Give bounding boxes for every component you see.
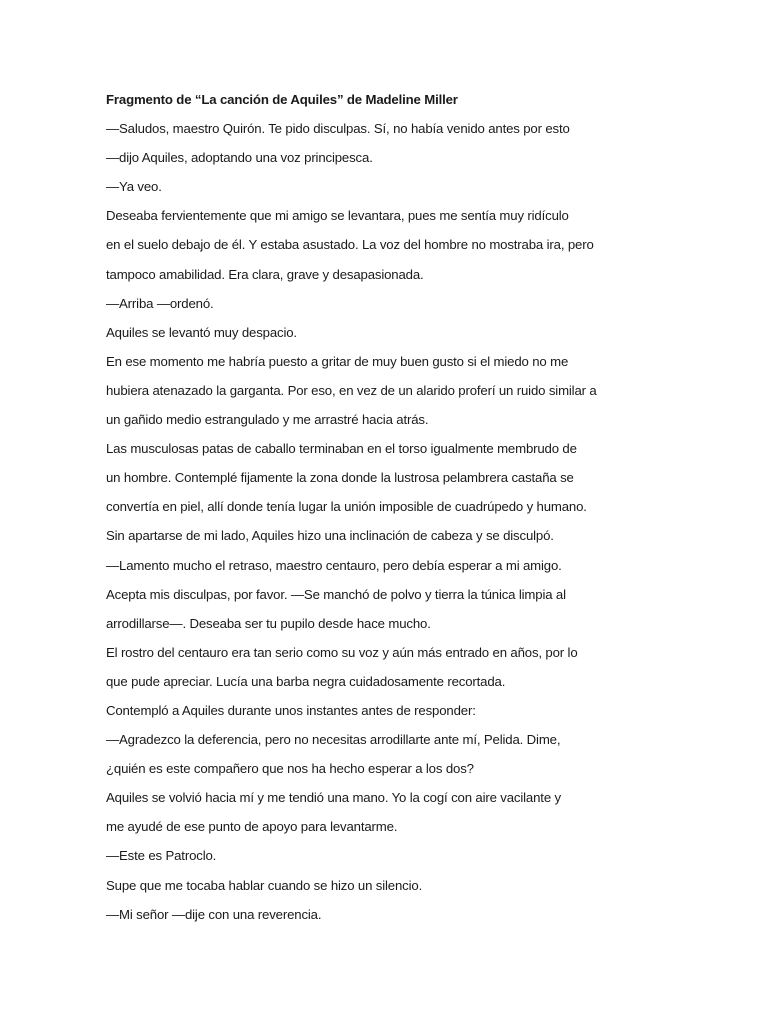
text-line: arrodillarse—. Deseaba ser tu pupilo desde hace mucho. [106,615,431,631]
text-line: un gañido medio estrangulado y me arrastré hacia atrás. [106,412,429,428]
text-line: —Agradezco la deferencia, pero no necesitas arrodillarte ante mí, Pelida. Dime, [106,732,561,748]
document-body [106,90,726,934]
text-line: ¿quién es este compañero que nos ha hecho esperar a los dos? [106,761,474,777]
text-line: Aquiles se levantó muy despacio. [106,324,297,340]
text-line: Supe que me tocaba hablar cuando se hizo un silencio. [106,877,423,893]
text-line: —Mi señor —dije con una reverencia. [106,906,322,922]
text-line: Aquiles se volvió hacia mí y me tendió una mano. Yo la cogí con aire vacilante y [106,790,561,806]
text-line: tampoco amabilidad. Era clara, grave y desapasionada. [106,266,424,282]
text-line: —Este es Patroclo. [106,848,217,864]
text-line: En ese momento me habría puesto a gritar de muy buen gusto si el miedo no me [106,353,569,369]
text-line: me ayudé de ese punto de apoyo para levantarme. [106,819,398,835]
text-line: —dijo Aquiles, adoptando una voz principesca. [106,150,373,166]
text-line: hubiera atenazado la garganta. Por eso, en vez de un alarido proferí un ruido similar a [106,382,597,398]
text-line: Contempló a Aquiles durante unos instantes antes de responder: [106,702,476,718]
text-line: en el suelo debajo de él. Y estaba asustado. La voz del hombre no mostraba ira, pero [106,237,594,253]
document-title: Fragmento de “La canción de Aquiles” de Madeline Miller [106,92,458,107]
text-line: un hombre. Contemplé fijamente la zona donde la lustrosa pelambrera castaña se [106,470,574,486]
text-line: Sin apartarse de mi lado, Aquiles hizo una inclinación de cabeza y se disculpó. [106,528,554,544]
text-line: —Lamento mucho el retraso, maestro centauro, pero debía esperar a mi amigo. [106,557,562,573]
text-line: —Ya veo. [106,179,162,195]
text-line: que pude apreciar. Lucía una barba negra cuidadosamente recortada. [106,673,506,689]
text-line: Deseaba fervientemente que mi amigo se levantara, pues me sentía muy ridículo [106,208,569,224]
text-line: Las musculosas patas de caballo terminaban en el torso igualmente membrudo de [106,441,577,457]
text-line: El rostro del centauro era tan serio como su voz y aún más entrado en años, por lo [106,644,578,660]
text-line: —Saludos, maestro Quirón. Te pido disculpas. Sí, no había venido antes por esto [106,121,570,137]
text-line: convertía en piel, allí donde tenía lugar la unión imposible de cuadrúpedo y humano. [106,499,587,515]
text-line: —Arriba —ordenó. [106,295,214,311]
text-line: Acepta mis disculpas, por favor. —Se manchó de polvo y tierra la túnica limpia al [106,586,566,602]
